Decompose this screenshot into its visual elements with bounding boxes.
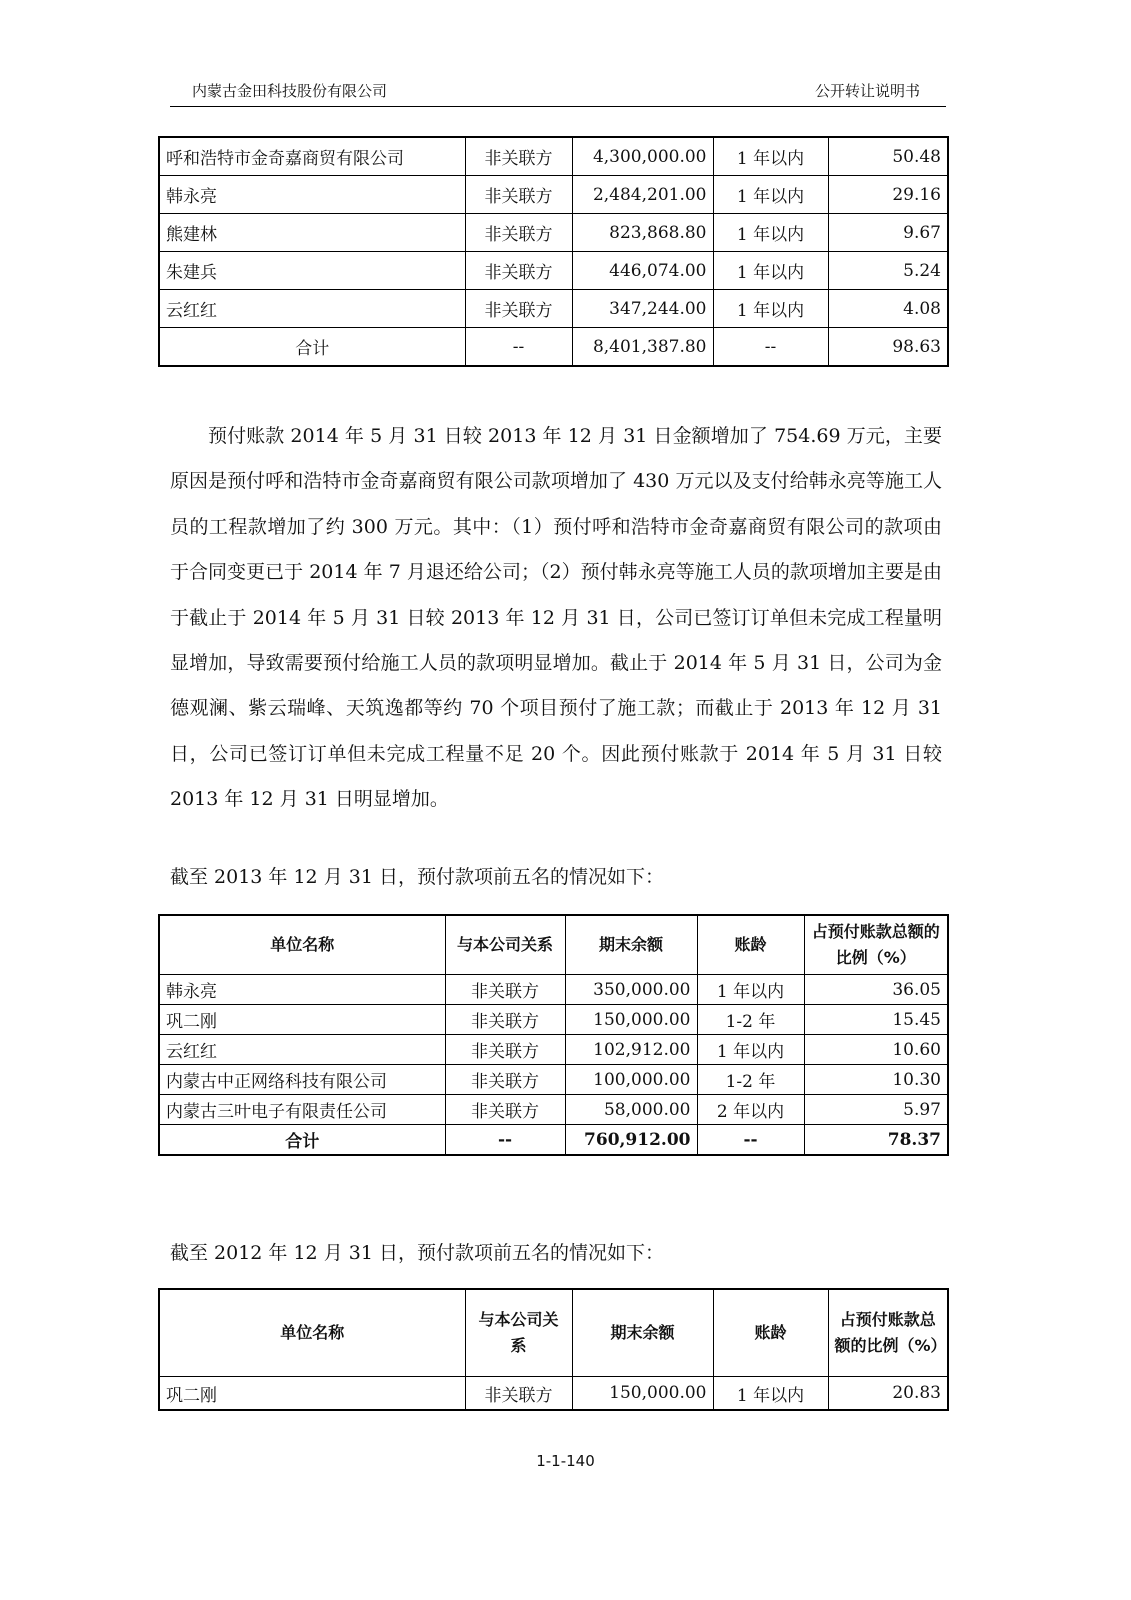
table-cell: 823,868.80 — [572, 214, 713, 252]
table-row — [159, 252, 948, 290]
table-cell: 巩二刚 — [159, 1377, 465, 1411]
table-cell: 1-2 年 — [697, 1065, 804, 1095]
page-number: 1-1-140 — [536, 1452, 595, 1470]
table-cell: 呼和浩特市金奇嘉商贸有限公司 — [159, 137, 465, 176]
table-cell: 1 年以内 — [697, 975, 804, 1005]
analysis-paragraph: 预付账款 2014 年 5 月 31 日较 2013 年 12 月 31 日金额增加了 754.69 万元，主要原因是预付呼和浩特市金奇嘉商贸有限公司款项增加了 430 万元以及支付给韩永亮等施工人员的工程款增加了约 300 万元。其中：（1）预付呼和浩特市金奇嘉商贸有限公司的款项由于合同变更已于 2014 年 7 月退还给公司；（2）预付韩永亮等施工人员的款项增加主要是由于截止于 2014 年 5 月 31 日较 2013 年 12 月 31 日，公司已签订订单但未完成工程量明显增加，导致需要预付给施工人员的款项明显增加。截止于 2014 年 5 月 31 日，公司为金德观澜、紫云瑞峰、天筑逸都等约 70 个项目预付了施工款；而截止于 2013 年 12 月 31 日，公司已签订订单但未完成工程量不足 20 个。因此预付账款于 2014 年 5 月 31 日较 2013 年 12 月 31 日明显增加。 — [170, 425, 942, 811]
table-cell: 非关联方 — [465, 252, 572, 290]
table-cell: 36.05 — [804, 975, 948, 1005]
table-cell: 78.37 — [804, 1125, 948, 1156]
table-cell: 1 年以内 — [713, 214, 828, 252]
table-cell: 4,300,000.00 — [572, 137, 713, 176]
table-cell: 100,000.00 — [565, 1065, 697, 1095]
table-cell: 58,000.00 — [565, 1095, 697, 1125]
table-cell: 非关联方 — [445, 1035, 565, 1065]
col-header-name: 单位名称 — [159, 915, 445, 975]
table-cell: 非关联方 — [445, 975, 565, 1005]
table-row — [159, 1377, 948, 1411]
table-cell: 朱建兵 — [159, 252, 465, 290]
table-cell: 50.48 — [828, 137, 948, 176]
table-cell: 2 年以内 — [697, 1095, 804, 1125]
table-cell: -- — [445, 1125, 565, 1156]
table-cell: 非关联方 — [445, 1095, 565, 1125]
table-cell: 29.16 — [828, 176, 948, 214]
table-cell: -- — [697, 1125, 804, 1156]
table-cell: 巩二刚 — [159, 1005, 445, 1035]
table-cell: 非关联方 — [465, 214, 572, 252]
table-cell: 非关联方 — [465, 137, 572, 176]
col-header-aging: 账龄 — [697, 915, 804, 975]
table-cell: 云红红 — [159, 290, 465, 328]
table-cell: 1 年以内 — [713, 252, 828, 290]
col-header-relation: 与本公司关系 — [445, 915, 565, 975]
table-cell: 合计 — [159, 328, 465, 367]
col-header-ratio: 占预付账款总额的比例（%） — [828, 1289, 948, 1377]
table-cell: 5.24 — [828, 252, 948, 290]
table-cell: 非关联方 — [465, 1377, 572, 1411]
table-cell: 非关联方 — [445, 1065, 565, 1095]
table-row — [159, 1095, 948, 1125]
table-cell: 150,000.00 — [565, 1005, 697, 1035]
col-header-balance: 期末余额 — [565, 915, 697, 975]
table-cell: 150,000.00 — [572, 1377, 713, 1411]
table-cell: 446,074.00 — [572, 252, 713, 290]
table-cell: 9.67 — [828, 214, 948, 252]
prepayment-table-2012 — [158, 1288, 949, 1411]
table-cell: 347,244.00 — [572, 290, 713, 328]
table-row — [159, 290, 948, 328]
table-cell: -- — [465, 328, 572, 367]
table-cell: 1 年以内 — [713, 176, 828, 214]
section-2012-title: 截至 2012 年 12 月 31 日，预付款项前五名的情况如下： — [170, 1242, 664, 1264]
col-header-name: 单位名称 — [159, 1289, 465, 1377]
table-cell: 非关联方 — [445, 1005, 565, 1035]
table-cell: 熊建林 — [159, 214, 465, 252]
section-2013-title: 截至 2013 年 12 月 31 日，预付款项前五名的情况如下： — [170, 866, 664, 888]
table-cell: 非关联方 — [465, 290, 572, 328]
table-cell: 10.30 — [804, 1065, 948, 1095]
table-cell: 非关联方 — [465, 176, 572, 214]
prepayment-table-2013 — [158, 914, 949, 1156]
table-row — [159, 176, 948, 214]
table-row — [159, 1005, 948, 1035]
table-row — [159, 1035, 948, 1065]
table-row — [159, 975, 948, 1005]
prepayment-table-2014 — [158, 136, 949, 367]
header-doc-title: 公开转让说明书 — [814, 82, 920, 100]
table-cell: 1-2 年 — [697, 1005, 804, 1035]
table-cell: 10.60 — [804, 1035, 948, 1065]
table-cell: 1 年以内 — [697, 1035, 804, 1065]
table-cell: 2,484,201.00 — [572, 176, 713, 214]
table-cell: 1 年以内 — [713, 1377, 828, 1411]
header-company: 内蒙古金田科技股份有限公司 — [192, 82, 388, 100]
table-row — [159, 137, 948, 176]
table-cell: 102,912.00 — [565, 1035, 697, 1065]
table-cell: 98.63 — [828, 328, 948, 367]
table-cell: 韩永亮 — [159, 975, 445, 1005]
table-row — [159, 1065, 948, 1095]
table-cell: 合计 — [159, 1125, 445, 1156]
total-row — [159, 1125, 948, 1156]
table-cell: 8,401,387.80 — [572, 328, 713, 367]
col-header-relation: 与本公司关系 — [465, 1289, 572, 1377]
table-cell: 15.45 — [804, 1005, 948, 1035]
table-cell: 4.08 — [828, 290, 948, 328]
col-header-ratio: 占预付账款总额的比例（%） — [804, 915, 948, 975]
table-cell: 350,000.00 — [565, 975, 697, 1005]
table-row — [159, 328, 948, 367]
col-header-balance: 期末余额 — [572, 1289, 713, 1377]
page-header — [170, 76, 946, 107]
table-cell: 5.97 — [804, 1095, 948, 1125]
table-cell: 韩永亮 — [159, 176, 465, 214]
table-row — [159, 214, 948, 252]
table-cell: 内蒙古中正网络科技有限公司 — [159, 1065, 445, 1095]
table-cell: 20.83 — [828, 1377, 948, 1411]
table-cell: 内蒙古三叶电子有限责任公司 — [159, 1095, 445, 1125]
table-cell: 1 年以内 — [713, 137, 828, 176]
table-cell: 1 年以内 — [713, 290, 828, 328]
table-cell: 760,912.00 — [565, 1125, 697, 1156]
col-header-aging: 账龄 — [713, 1289, 828, 1377]
table-cell: -- — [713, 328, 828, 367]
table-cell: 云红红 — [159, 1035, 445, 1065]
